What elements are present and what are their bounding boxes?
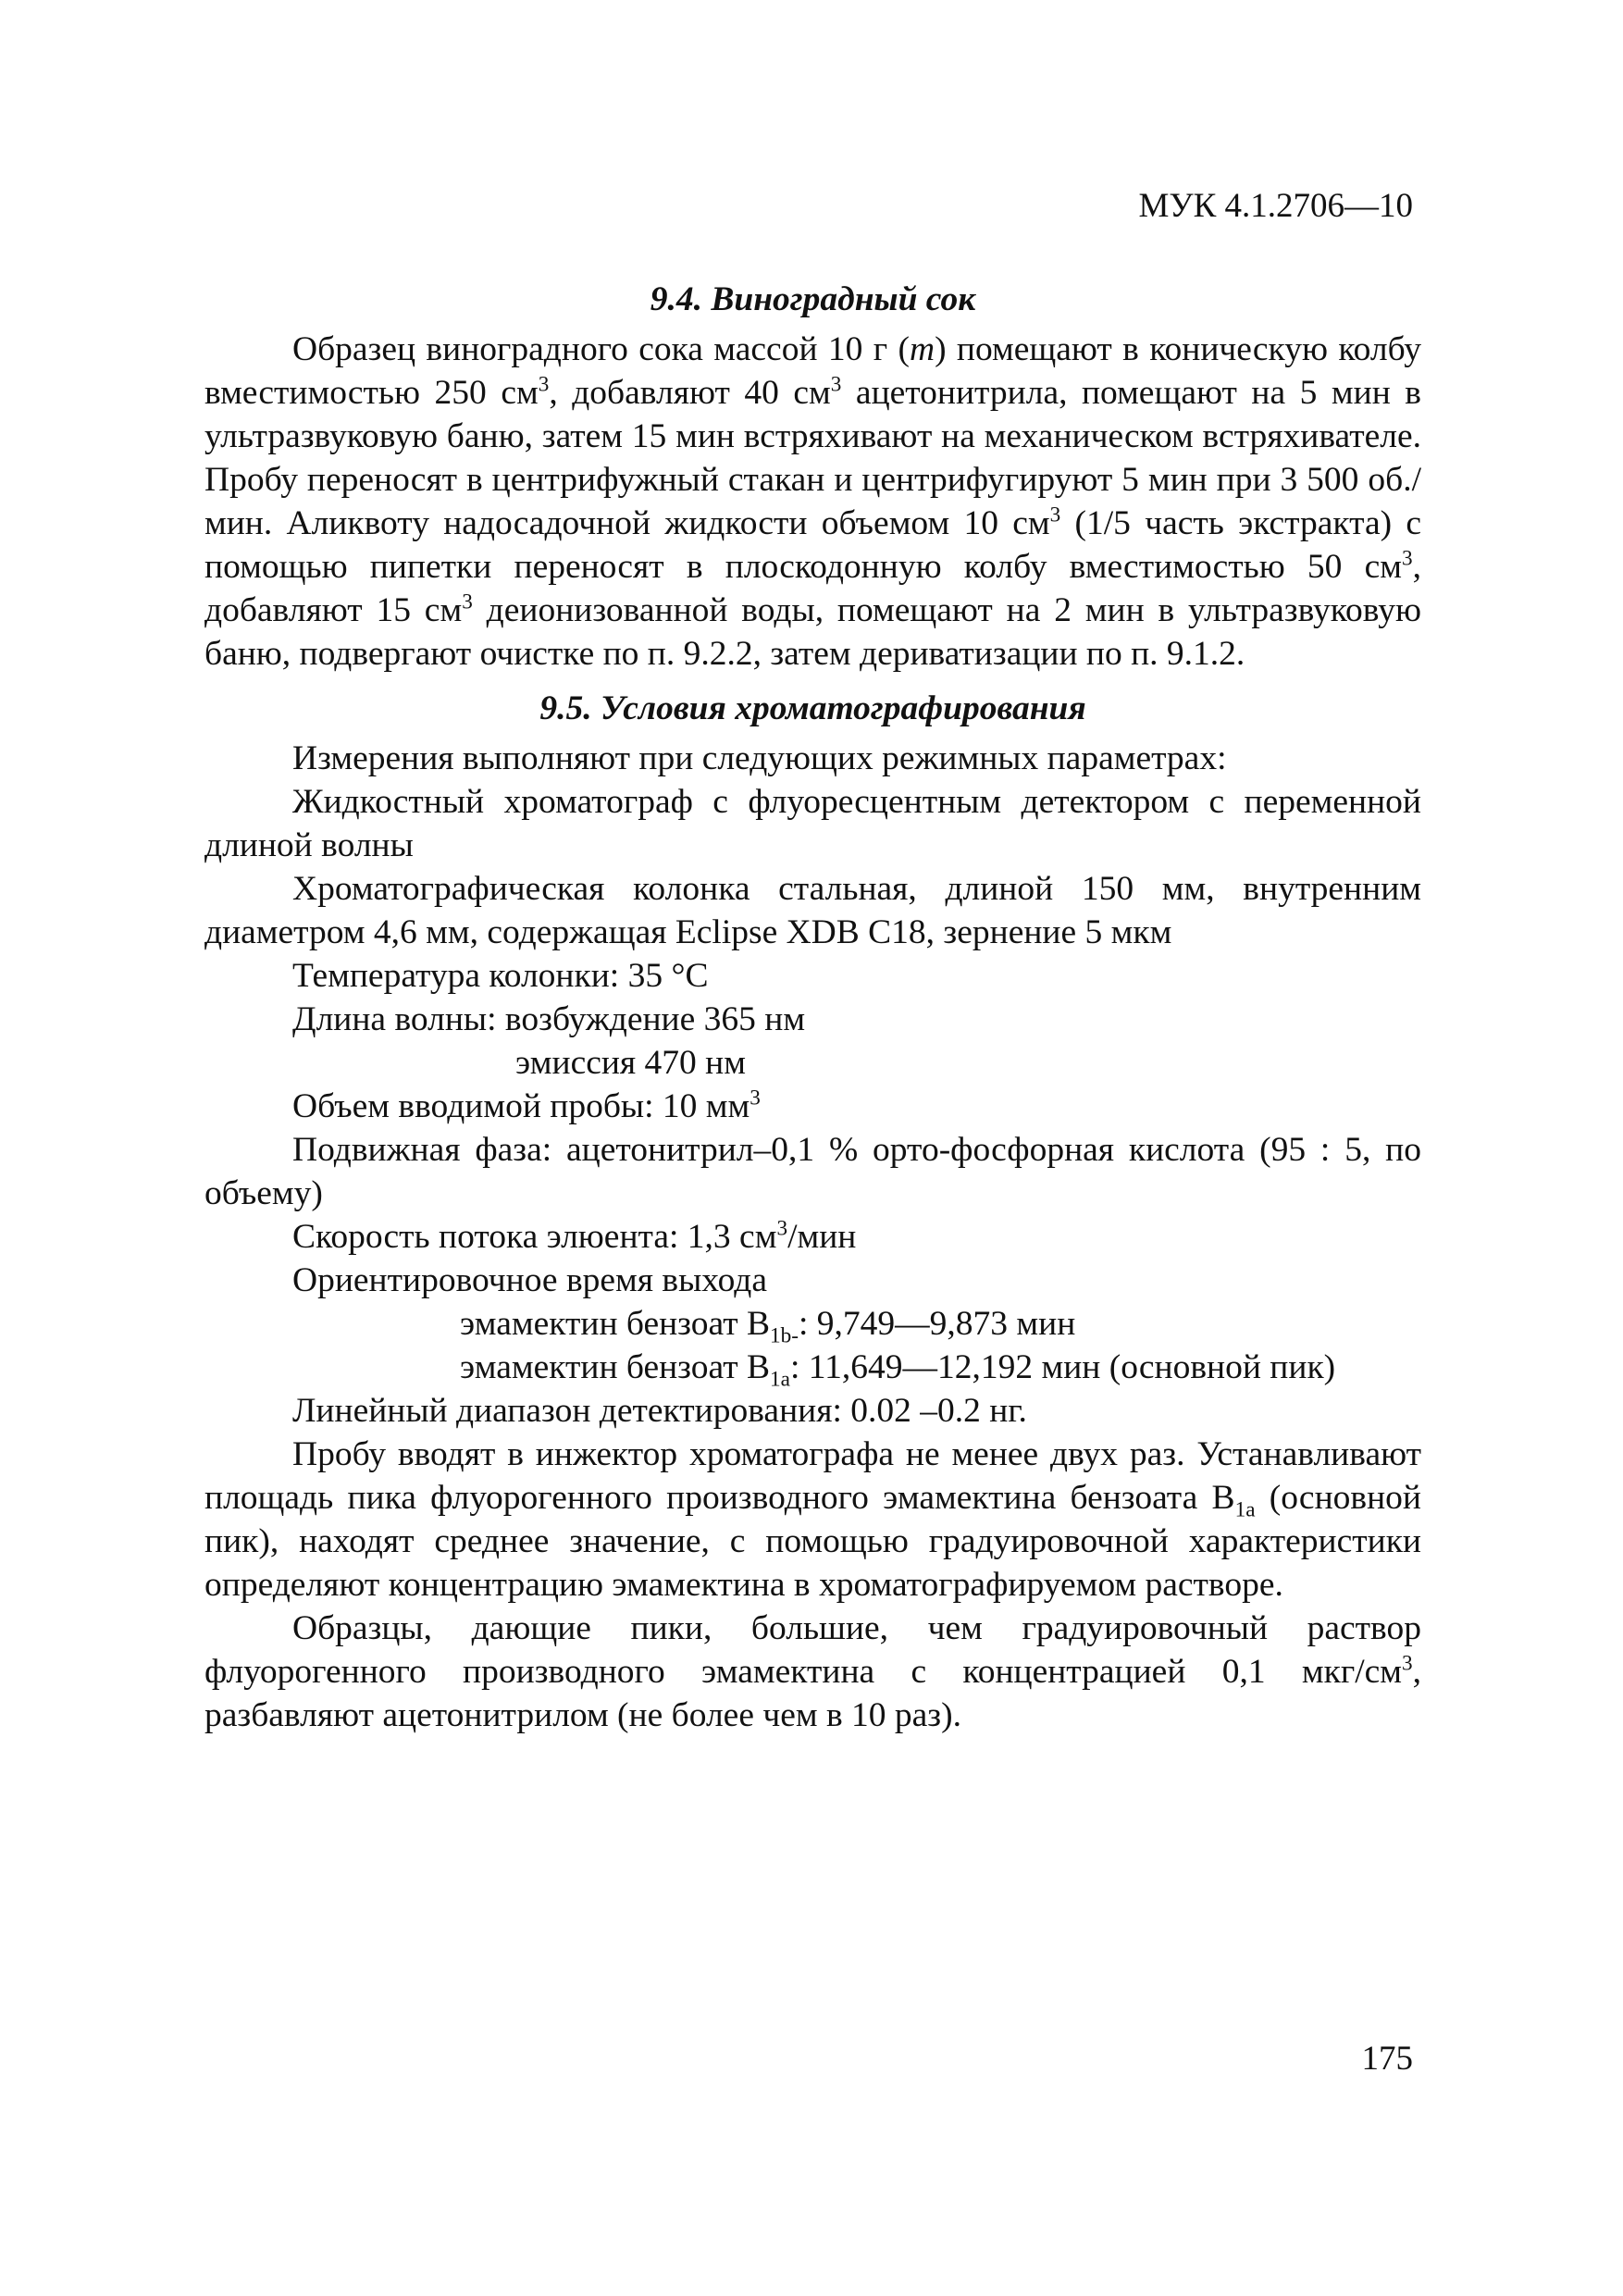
page-body (204, 278, 1421, 1737)
superscript: 3 (750, 1086, 761, 1111)
subscript: 1a (769, 1367, 790, 1392)
text-run: Объем вводимой пробы: 10 мм (292, 1087, 750, 1125)
subscript: 1a (1234, 1497, 1256, 1522)
text-run: : 9,749—9,873 мин (798, 1305, 1076, 1343)
text-run: Образцы, дающие пики, большие, чем градуировочный раствор флуорогенного производного эмамектина с концентрацией 0,1 мкг/см (204, 1609, 1421, 1691)
text-run: Скорость потока элюента: 1,3 см (292, 1218, 777, 1256)
text-run: : 11,649—12,192 мин (основной пик) (789, 1348, 1336, 1386)
text-run: , добавляют 40 см (549, 374, 831, 412)
text-run: Образец виноградного сока массой 10 г ( (292, 330, 910, 368)
section-heading-9-5: 9.5. Условия хроматографирования (539, 689, 1086, 727)
superscript: 3 (830, 372, 842, 397)
flow-rate (204, 1215, 1421, 1259)
column-temperature: Температура колонки: 35 °С (292, 957, 709, 995)
text-run: ) помещают в коническую колбу вместимостью 250 см (204, 330, 1422, 412)
linear-range: Линейный диапазон детектирования: 0.02 –0.2 нг. (292, 1392, 1027, 1430)
retention-title: Ориентировочное время выхода (292, 1261, 768, 1299)
wavelength-excitation: Длина волны: возбуждение 365 нм (292, 1000, 806, 1038)
text-run: , добавляют 15 см (204, 548, 1421, 629)
spacer (204, 676, 1421, 687)
injection-volume (204, 1085, 1421, 1128)
column-line: Хроматографическая колонка стальная, длиной 150 мм, внутренним диаметром 4,6 мм, содержащая Eclipse XDB C18, зернение 5 мкм (204, 870, 1421, 951)
page-number: 175 (1361, 2040, 1413, 2078)
detector-line: Жидкостный хроматограф с флуоресцентным детектором с переменной длиной волны (204, 783, 1421, 864)
superscript: 3 (538, 372, 550, 397)
text-run: эмамектин бензоат В (460, 1305, 770, 1343)
dilution-paragraph (204, 1607, 1421, 1737)
superscript: 3 (462, 590, 473, 614)
conditions-intro: Измерения выполняют при следующих режимных параметрах: (292, 739, 1227, 777)
superscript: 3 (1402, 546, 1413, 571)
text-run: /мин (787, 1218, 857, 1256)
section-heading-9-4: 9.4. Виноградный сок (650, 280, 976, 318)
wavelength-emission: эмиссия 470 нм (515, 1044, 746, 1082)
text-run: ацетонитрила, помещают на 5 мин в ультразвуковую баню, затем 15 мин встряхивают на механическом встряхивателе. Пробу переносят в центрифужный стакан и центрифугируют 5 мин при 3 500 об./мин. Аликвоту надосадочной жидкости объемом 10 см (204, 374, 1421, 542)
grape-juice-paragraph (204, 328, 1421, 676)
text-run: Пробу вводят в инжектор хроматографа не менее двух раз. Устанавливают площадь пика флуорогенного производного эмамектина бензоата В (204, 1435, 1421, 1517)
mobile-phase: Подвижная фаза: ацетонитрил–0,1 % орто-фосфорная кислота (95 : 5, по объему) (204, 1131, 1421, 1212)
subscript: 1b- (769, 1323, 799, 1348)
superscript: 3 (1402, 1651, 1413, 1676)
injection-paragraph (204, 1433, 1421, 1607)
retention-b1b (204, 1302, 1421, 1346)
superscript: 3 (1049, 503, 1061, 527)
text-run: (1/5 часть экстракта) с помощью пипетки переносят в плоскодонную колбу вместимостью 50 см (204, 504, 1422, 586)
superscript: 3 (776, 1216, 788, 1241)
text-run: эмамектин бензоат В (460, 1348, 770, 1386)
text-run: (основной пик), находят среднее значение, с помощью градуировочной характеристики определяют концентрацию эмамектина в хроматографируемом растворе. (204, 1479, 1421, 1604)
document-code: МУК 4.1.2706—10 (1138, 187, 1413, 225)
retention-b1a (204, 1346, 1421, 1392)
text-run: деионизованной воды, помещают на 2 мин в ультразвуковую баню, подвергают очистке по п. 9.2.2, затем дериватизации по п. 9.1.2. (204, 591, 1421, 673)
mass-symbol: m (909, 330, 935, 368)
text-run: , разбавляют ацетонитрилом (не более чем в 10 раз). (204, 1653, 1421, 1734)
